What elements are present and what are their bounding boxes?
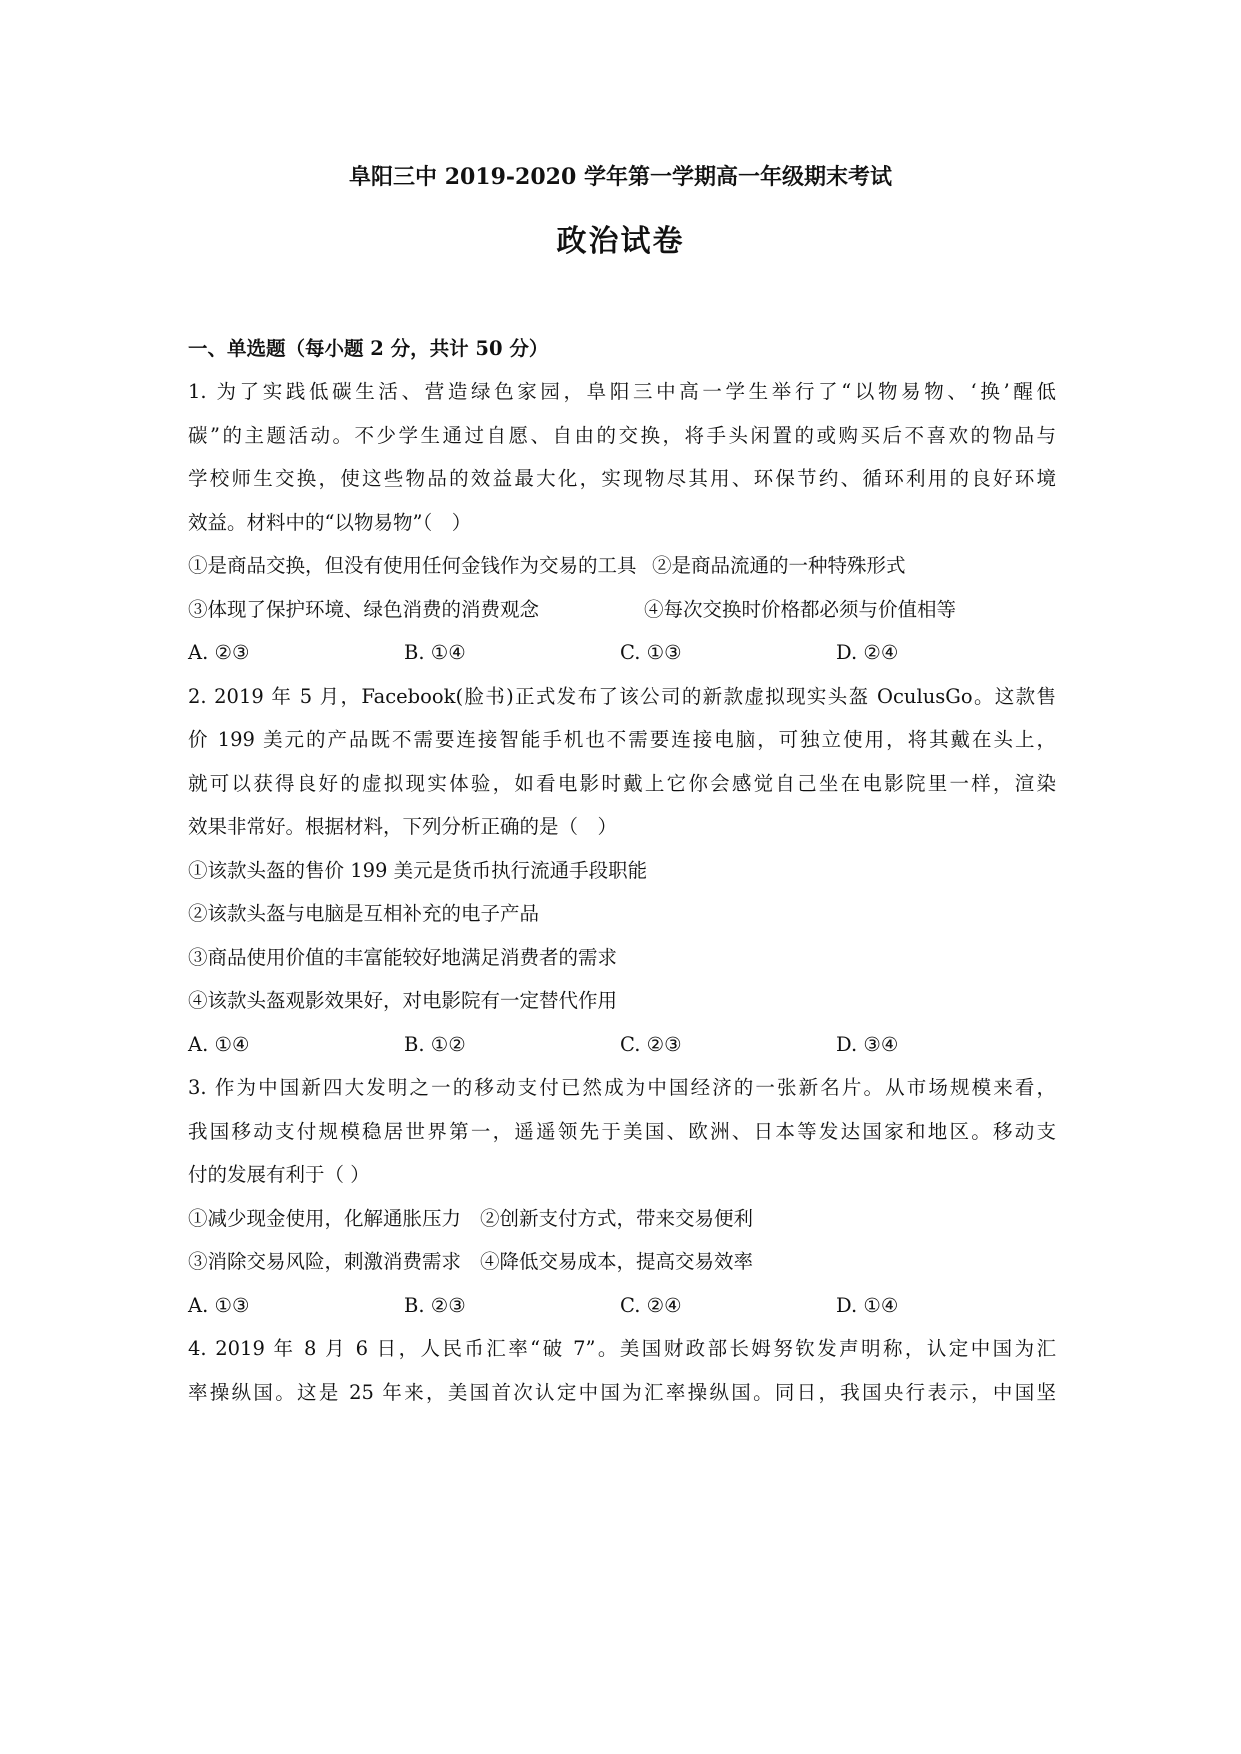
statement: ③商品使用价值的丰富能较好地满足消费者的需求 — [188, 946, 618, 969]
statement: ④降低交易成本，提高交易效率 — [480, 1250, 754, 1273]
statement: ②创新支付方式，带来交易便利 — [480, 1207, 754, 1230]
answer-options — [188, 638, 1056, 668]
question-text-line: 率操纵国。这是 25 年来，美国首次认定中国为汇率操纵国。同日，我国央行表示，中国坚 — [188, 1381, 1056, 1404]
question-text-line: 1. 为了实践低碳生活、营造绿色家园，阜阳三中高一学生举行了“以物易物、‘换’醒低 — [188, 380, 1056, 403]
statement: ②该款头盔与电脑是互相补充的电子产品 — [188, 902, 540, 925]
option-c: C. ②③ — [620, 1033, 682, 1056]
question-text-line: 价 199 美元的产品既不需要连接智能手机也不需要连接电脑，可独立使用，将其戴在头上， — [188, 728, 1056, 751]
answer-options — [188, 1030, 1056, 1060]
option-b: B. ①② — [404, 1033, 466, 1056]
option-b: B. ①④ — [404, 641, 466, 664]
statement: ④该款头盔观影效果好，对电影院有一定替代作用 — [188, 989, 618, 1012]
option-c: C. ②④ — [620, 1294, 682, 1317]
question-text-line: 效益。材料中的“以物易物”（ ） — [188, 511, 472, 534]
statement-row — [188, 595, 1056, 625]
option-c: C. ①③ — [620, 641, 682, 664]
question-text-line: 就可以获得良好的虚拟现实体验，如看电影时戴上它你会感觉自己坐在电影院里一样，渲染 — [188, 772, 1056, 795]
statement: ①该款头盔的售价 199 美元是货币执行流通手段职能 — [188, 859, 648, 882]
question-text-line: 3. 作为中国新四大发明之一的移动支付已然成为中国经济的一张新名片。从市场规模来看， — [188, 1076, 1056, 1099]
answer-options — [188, 1291, 1056, 1321]
question-text-line: 2. 2019 年 5 月，Facebook(脸书)正式发布了该公司的新款虚拟现实头盔 OculusGo。这款售 — [188, 685, 1056, 708]
question-text-line: 我国移动支付规模稳居世界第一，遥遥领先于美国、欧洲、日本等发达国家和地区。移动支 — [188, 1120, 1056, 1143]
question-text-line: 效果非常好。根据材料，下列分析正确的是（ ） — [188, 815, 618, 838]
option-a: A. ②③ — [188, 641, 250, 664]
option-b: B. ②③ — [404, 1294, 466, 1317]
question-text-line: 碳”的主题活动。不少学生通过自愿、自由的交换，将手头闲置的或购买后不喜欢的物品与 — [188, 424, 1056, 447]
statement: ②是商品流通的一种特殊形式 — [652, 554, 906, 577]
option-d: D. ③④ — [836, 1033, 899, 1056]
section-heading: 一、单选题（每小题 2 分，共计 50 分） — [188, 337, 549, 360]
option-a: A. ①④ — [188, 1033, 250, 1056]
statement: ③消除交易风险，刺激消费需求 — [188, 1250, 462, 1273]
question-text-line: 4. 2019 年 8 月 6 日，人民币汇率“破 7”。美国财政部长姆努钦发声明称，认定中国为汇 — [188, 1337, 1056, 1360]
question-text-line: 付的发展有利于（ ） — [188, 1163, 370, 1186]
option-a: A. ①③ — [188, 1294, 250, 1317]
statement: ③体现了保护环境、绿色消费的消费观念 — [188, 598, 540, 621]
exam-title: 阜阳三中 2019-2020 学年第一学期高一年级期末考试 — [349, 164, 892, 190]
statement: ④每次交换时价格都必须与价值相等 — [644, 598, 957, 621]
statement-row — [188, 551, 1056, 581]
statement-row — [188, 1247, 1056, 1277]
question-text-line: 学校师生交换，使这些物品的效益最大化，实现物尽其用、环保节约、循环利用的良好环境 — [188, 467, 1056, 490]
option-d: D. ①④ — [836, 1294, 899, 1317]
exam-subtitle: 政治试卷 — [556, 224, 685, 259]
statement: ①是商品交换，但没有使用任何金钱作为交易的工具 — [188, 554, 637, 577]
statement-row — [188, 1204, 1056, 1234]
option-d: D. ②④ — [836, 641, 899, 664]
statement: ①减少现金使用，化解通胀压力 — [188, 1207, 462, 1230]
